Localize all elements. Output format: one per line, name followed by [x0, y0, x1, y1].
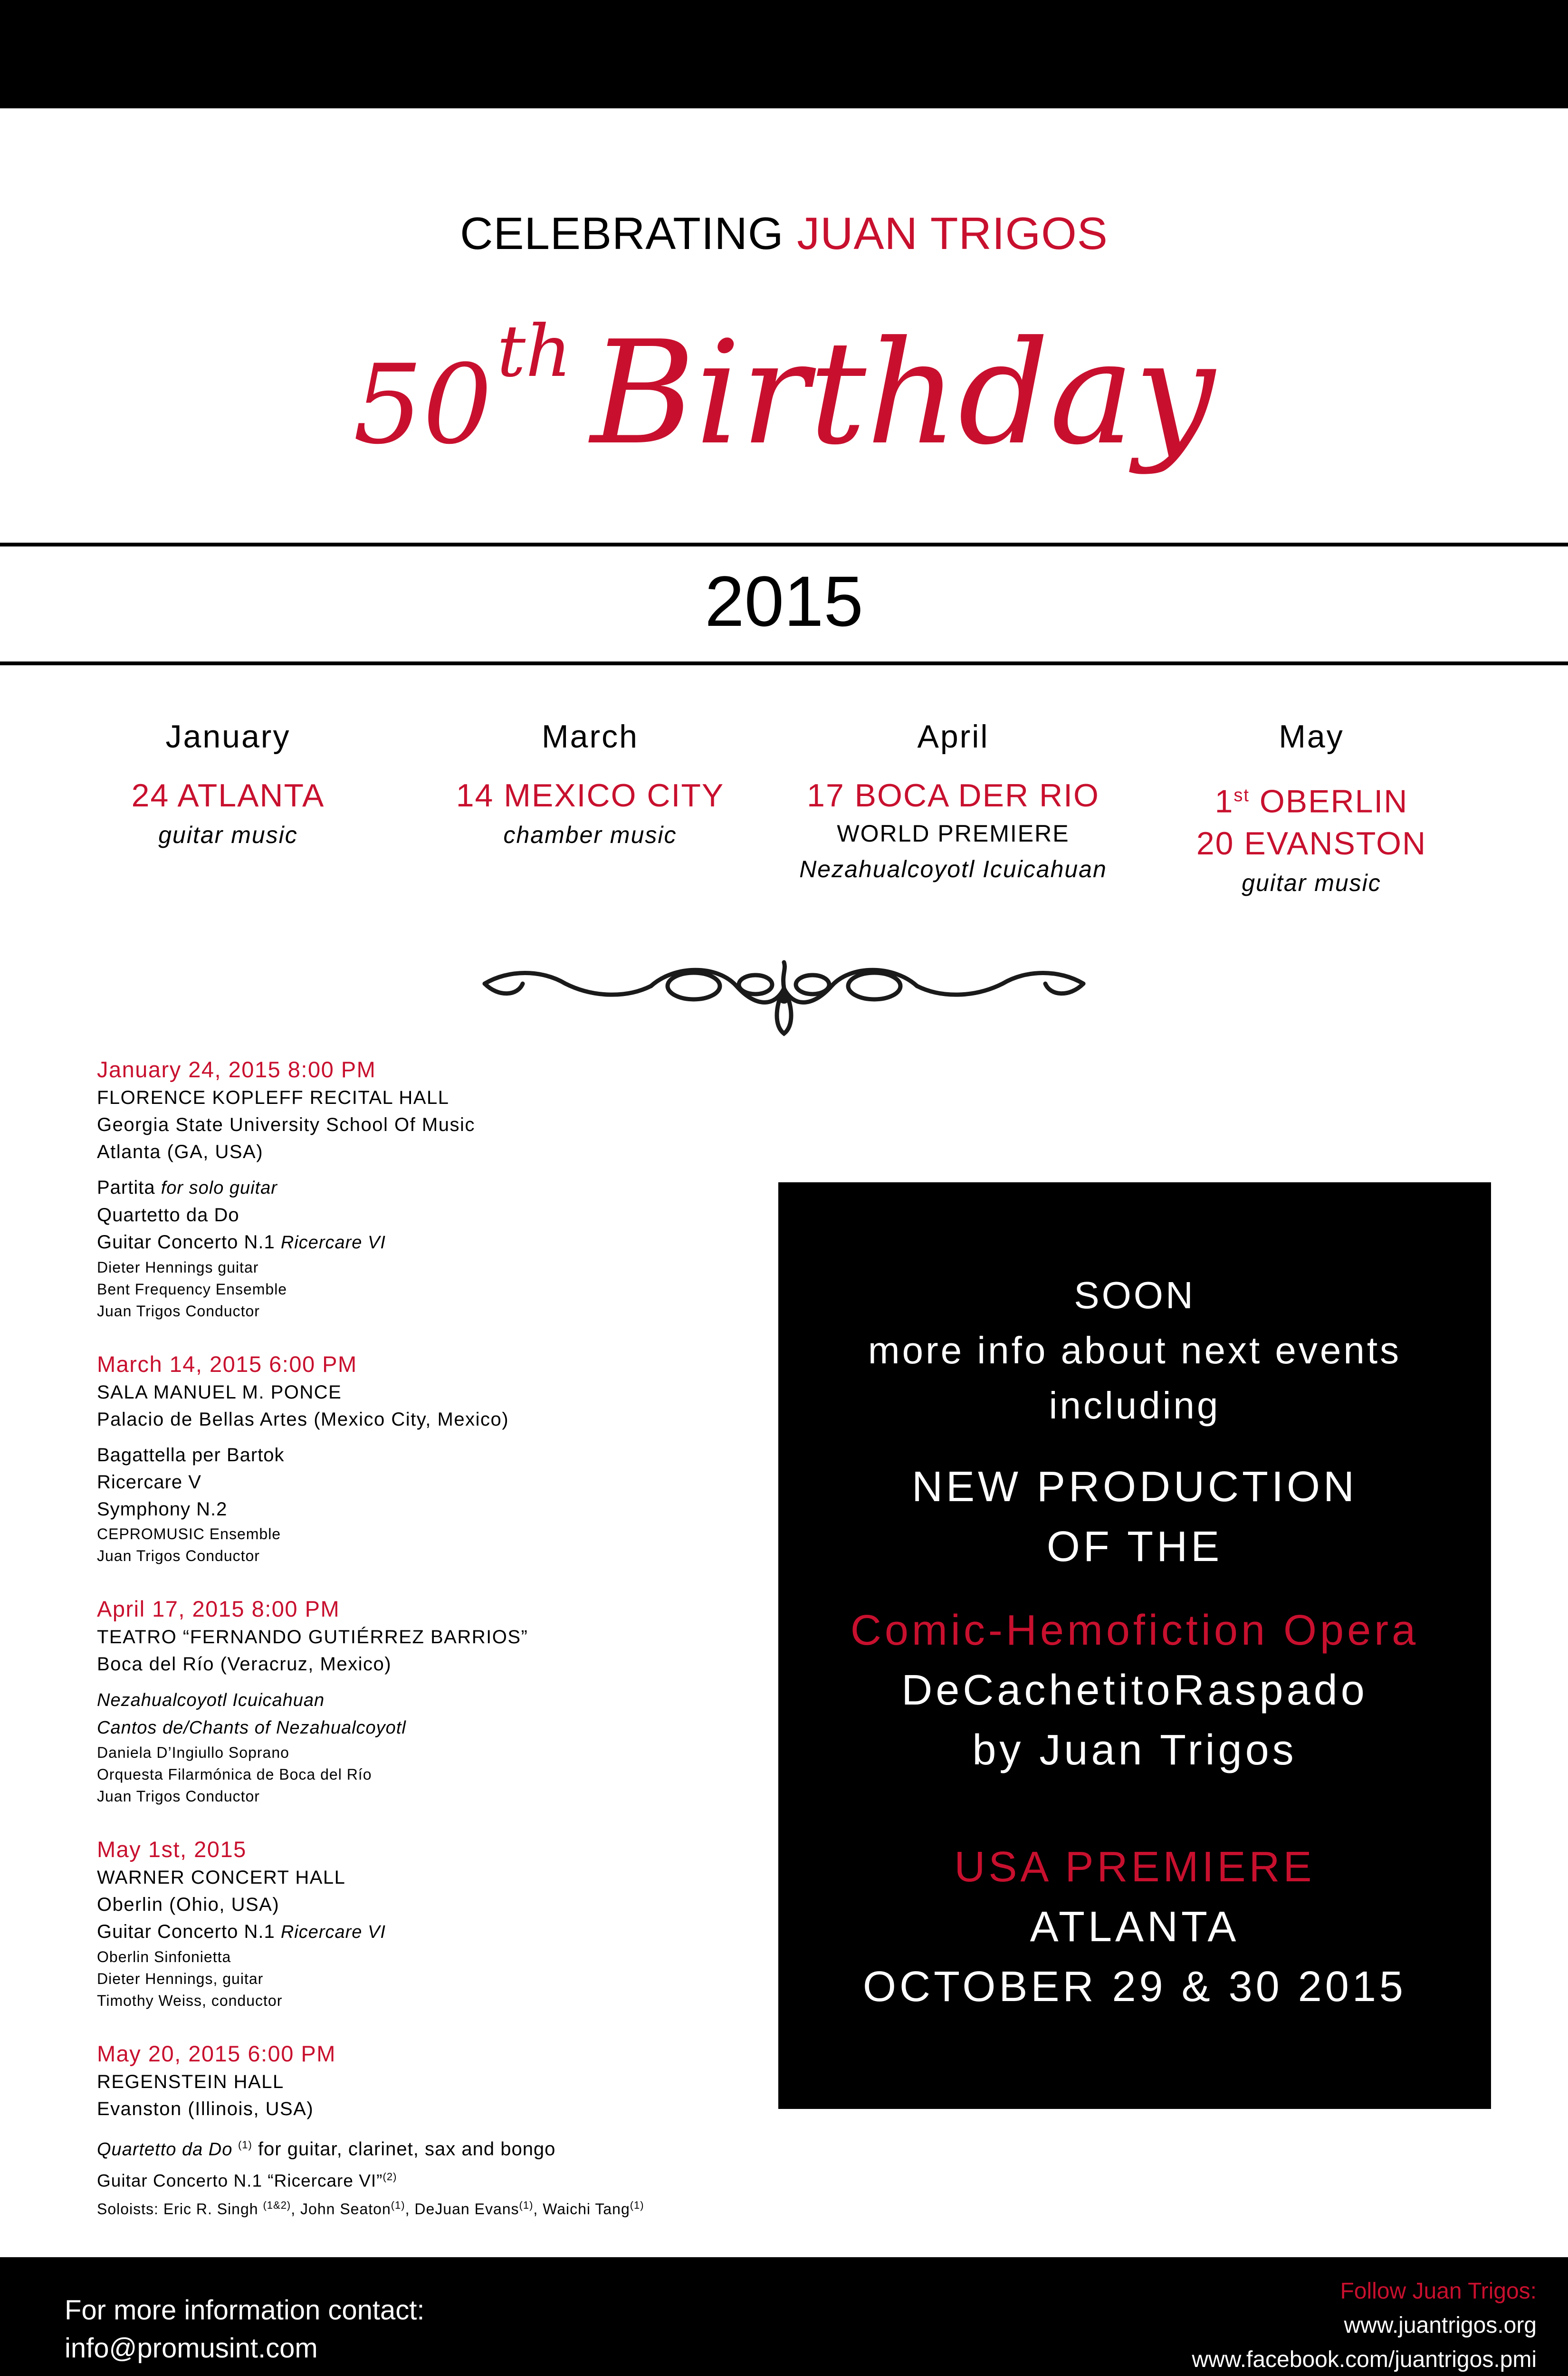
month-premiere: WORLD PREMIERE [837, 820, 1070, 847]
birthday-word: Birthday [590, 310, 1215, 476]
month-work: Nezahualcoyotl Icuicahuan [799, 856, 1107, 882]
event-work [97, 1714, 762, 1742]
event-performer: Dieter Hennings guitar [97, 1259, 259, 1276]
event-performer: CEPROMUSIC Ensemble [97, 1525, 281, 1542]
announcement-premiere: USA PREMIERE [954, 1843, 1315, 1891]
work-title: Guitar Concerto N.1 [97, 1232, 281, 1253]
announcement-opera-genre: Comic-Hemofiction Opera [850, 1607, 1419, 1654]
event-work [97, 2163, 762, 2194]
event-work: Bagattella per Bartok [97, 1445, 285, 1466]
event-date: April 17, 2015 8:00 PM [97, 1596, 340, 1621]
event-date: January 24, 2015 8:00 PM [97, 1057, 376, 1082]
top-bar [0, 0, 1568, 108]
event-venue: REGENSTEIN HALL [97, 2071, 284, 2092]
event-work [97, 1202, 762, 1229]
soloist-name: , John Seaton [291, 2200, 391, 2218]
work-title: Quartetto da Do [97, 2139, 238, 2160]
footer [0, 2257, 1568, 2376]
announcement-line: including [1049, 1384, 1221, 1427]
month-column-april [773, 713, 1134, 888]
event-venue: Evanston (Illinois, USA) [97, 2098, 314, 2119]
year-heading: 2015 [705, 561, 863, 641]
event-performer: Bent Frequency Ensemble [97, 1281, 287, 1298]
footer-contact [65, 2291, 425, 2367]
birthday-heading [0, 271, 1568, 521]
contact-label: For more information contact: [65, 2295, 425, 2326]
month-name: March [542, 719, 639, 755]
event-performer: Juan Trigos Conductor [97, 1303, 260, 1320]
soloist-footnote: (1&2) [263, 2199, 291, 2211]
event-performer: Oberlin Sinfonietta [97, 1948, 231, 1965]
month-event [1131, 775, 1492, 823]
work-detail: for guitar, clarinet, sax and bongo [252, 2138, 556, 2160]
page-title [0, 205, 1568, 262]
event-date: May 1st, 2015 [97, 1837, 247, 1862]
month-genre: guitar music [158, 822, 298, 848]
work-detail: Ricercare VI [280, 1922, 386, 1942]
announcement-line: more info about next events [868, 1329, 1402, 1371]
event-work [97, 1229, 762, 1256]
month-name: January [165, 719, 291, 755]
event-work [97, 1174, 762, 1202]
month-event: 24 ATLANTA [131, 777, 325, 814]
event-work [97, 2131, 762, 2163]
title-prefix: CELEBRATING [460, 208, 797, 259]
month-event: 14 MEXICO CITY [456, 777, 725, 814]
work-title: Guitar Concerto N.1 [97, 1921, 281, 1942]
birthday-number: 50 [353, 342, 492, 469]
event-performer: Dieter Hennings, guitar [97, 1970, 264, 1987]
soloist-name: , DeJuan Evans [405, 2200, 519, 2218]
soloist-footnote: (1) [519, 2199, 534, 2211]
event-item [97, 1350, 762, 1567]
event-work [97, 1918, 762, 1946]
event-date: May 20, 2015 6:00 PM [97, 2041, 336, 2066]
event-item [97, 1055, 762, 1322]
event-venue: Georgia State University School Of Music [97, 1114, 475, 1135]
announcement-city: ATLANTA [1030, 1903, 1240, 1951]
month-event-ordinal: st [1233, 786, 1250, 805]
month-name: April [917, 719, 989, 755]
event-venue: FLORENCE KOPLEFF RECITAL HALL [97, 1087, 449, 1108]
work-title: Quartetto da Do [97, 1205, 239, 1226]
work-detail: Ricercare VI [280, 1233, 386, 1253]
month-name: May [1279, 719, 1344, 755]
facebook-link[interactable]: www.facebook.com/juantrigos.pmi [1192, 2347, 1537, 2372]
work-footnote: (2) [382, 2171, 397, 2183]
soloist-footnote: (1) [391, 2199, 405, 2211]
soloist-name: , Waichi Tang [533, 2200, 630, 2218]
event-performer: Daniela D’Ingiullo Soprano [97, 1744, 289, 1761]
event-performer: Orquesta Filarmónica de Boca del Río [97, 1766, 372, 1783]
announcement-opera-composer: by Juan Trigos [972, 1726, 1297, 1774]
title-name: JUAN TRIGOS [797, 208, 1108, 259]
ornament-flourish-icon [470, 950, 1098, 1041]
event-venue: Boca del Río (Veracruz, Mexico) [97, 1654, 392, 1675]
event-performer: Timothy Weiss, conductor [97, 1992, 283, 2009]
divider-bottom [0, 661, 1568, 665]
footer-follow [1192, 2274, 1537, 2376]
soloist-footnote: (1) [630, 2199, 644, 2211]
event-venue: Palacio de Bellas Artes (Mexico City, Mexico) [97, 1409, 509, 1430]
announcement-line: SOON [1074, 1274, 1195, 1316]
work-title: Cantos de/Chants of Nezahualcoyotl [97, 1718, 406, 1738]
contact-email-link[interactable]: info@promusint.com [65, 2333, 318, 2364]
announcement-opera-title: DeCachetitoRaspado [901, 1667, 1368, 1714]
event-list [97, 1055, 762, 2247]
event-item [97, 1835, 762, 2012]
birthday-suffix: th [497, 310, 572, 393]
work-title: Guitar Concerto N.1 “Ricercare VI” [97, 2171, 383, 2191]
divider-top [0, 543, 1568, 546]
announcement-box [778, 1182, 1491, 2109]
announcement-production: NEW PRODUCTION [912, 1463, 1358, 1511]
month-event-day: 1 [1214, 783, 1234, 820]
event-work [97, 1686, 762, 1714]
month-column-may [1131, 713, 1492, 901]
event-venue: WARNER CONCERT HALL [97, 1867, 346, 1888]
announcement-production: OF THE [1046, 1523, 1223, 1571]
month-genre: guitar music [1242, 869, 1381, 896]
follow-label: Follow Juan Trigos: [1340, 2279, 1537, 2304]
event-venue: Atlanta (GA, USA) [97, 1141, 264, 1162]
event-soloists [97, 2194, 762, 2220]
month-event-city: OBERLIN [1249, 783, 1408, 820]
event-venue: SALA MANUEL M. PONCE [97, 1382, 342, 1403]
event-date: March 14, 2015 6:00 PM [97, 1351, 357, 1377]
event-venue: TEATRO “FERNANDO GUTIÉRREZ BARRIOS” [97, 1627, 528, 1648]
work-title: Partita [97, 1177, 161, 1198]
event-item [97, 2039, 762, 2220]
work-detail: for solo guitar [161, 1178, 277, 1198]
month-column-march [410, 713, 771, 853]
month-genre: chamber music [503, 822, 677, 848]
event-item [97, 1594, 762, 1807]
event-performer: Juan Trigos Conductor [97, 1547, 260, 1564]
soloist-label: Soloists: Eric R. Singh [97, 2200, 263, 2218]
month-event: 17 BOCA DER RIO [807, 777, 1100, 814]
month-column-january [48, 713, 409, 853]
event-work: Symphony N.2 [97, 1499, 228, 1520]
month-event-2: 20 EVANSTON [1196, 825, 1427, 862]
event-venue: Oberlin (Ohio, USA) [97, 1894, 280, 1915]
work-title: Nezahualcoyotl Icuicahuan [97, 1690, 325, 1710]
announcement-dates: OCTOBER 29 & 30 2015 [863, 1963, 1406, 2011]
website-link[interactable]: www.juantrigos.org [1344, 2313, 1537, 2338]
event-performer: Juan Trigos Conductor [97, 1788, 260, 1805]
work-footnote: (1) [238, 2139, 252, 2151]
event-work: Ricercare V [97, 1472, 201, 1493]
